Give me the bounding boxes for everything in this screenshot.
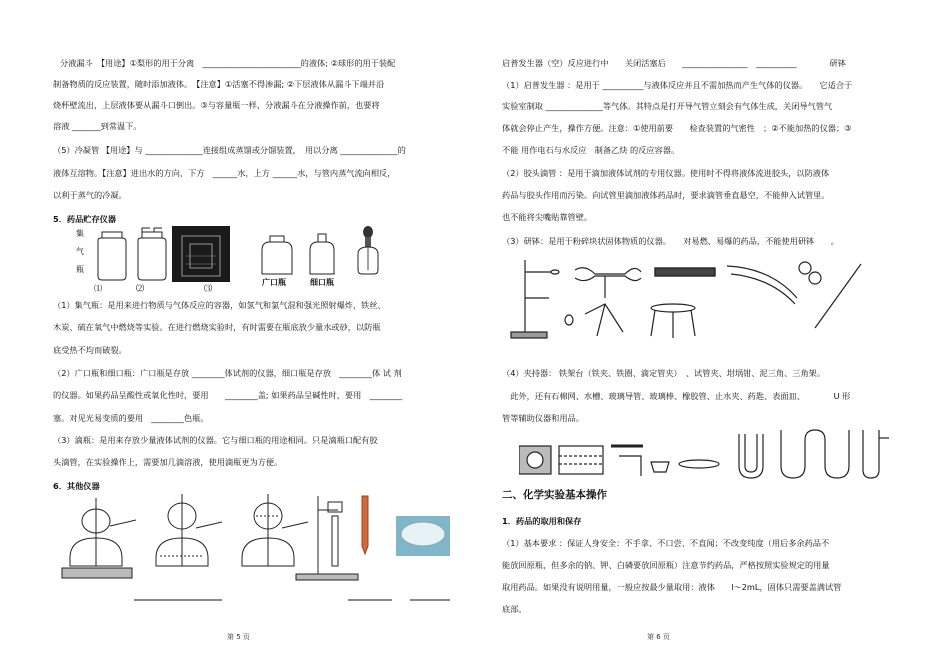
text-line: 烧杯壁流出，上层液体要从漏斗口倒出。③与容量瓶一样，分液漏斗在分液操作前，也要将 [53, 100, 380, 110]
svg-text:瓶: 瓶 [76, 265, 84, 274]
text-line: 分液漏斗 【用途】①梨形的用于分离 ________________________的液体; ②球形的用于装配 [60, 58, 396, 68]
text-line: 也不能将尖嘴贴靠管壁。 [502, 212, 593, 222]
text-line: 溶液 _______到常温下。 [53, 121, 142, 131]
jar-caption: ⑴ [94, 283, 103, 293]
text-line: 取用药品。如果没有说明用量，一般应按最少量取用：液体 l～2mL，固体只需要盖满试管 [502, 582, 842, 592]
text-line: 底受热不均而破裂。 [53, 345, 127, 355]
text-line: 头滴管，在实验操作上，需要加几滴溶液，使用滴瓶更为方便。 [53, 457, 283, 467]
text-line: 塞。对见光易变质的要用 ________色瓶。 [53, 413, 209, 423]
section-title: 5．药品贮存仪器 [53, 214, 117, 224]
text-line: 以利于蒸气的冷凝。 [53, 190, 127, 200]
text-line: （4）夹持器： 铁架台（铁夹、铁圈、滴定管夹） 、试管夹、坩埚钳、泥三角、三角架。 [502, 368, 826, 378]
page-number: 第 5 页 [227, 633, 250, 641]
text-line: 启普发生器（空）反应进行中 关闭活塞后 ________________ __________ 研钵 [502, 58, 846, 68]
text-line: 液体互溶物。【注意】进出水的方向，下方 ______水，上方 ______水，与管内蒸气流向相反， [53, 168, 396, 178]
text-line: （2）广口瓶和细口瓶：广口瓶是存放 ________体试剂的仪器，细口瓶是存放 ________体 试 剂 [53, 368, 402, 378]
text-line: 实验室制取 ______________等气体。其特点是打开导气管立刻会有气体生成，关闭导气管气 [502, 101, 833, 111]
kipp-generator-figure [56, 486, 456, 601]
text-line: 底部。 [502, 604, 527, 614]
storage-jars-figure [62, 226, 392, 296]
text-line: 不能 用作电石与水反应 制备乙炔 的反应容器。 [502, 145, 680, 155]
text-line: （1）集气瓶：是用来进行物质与气体反应的容器，如氢气和氯气混和强光照射爆炸，铁丝、 [53, 300, 386, 310]
text-line: （3）滴瓶：是用来存放少量液体试剂的仪器。它与细口瓶的用途相同。只是滴瓶口配有胶 [53, 435, 378, 445]
jar-caption: ⑵ [136, 283, 145, 293]
holders-figure [505, 254, 895, 344]
text-line: （3）研钵：是用于粉碎块状固体物质的仪器。 对易燃、易爆的药品，不能使用研钵 。 [502, 236, 839, 246]
text-line: 药品与胶头作用而污染。向试管里滴加液体药品时，要求滴管垂直悬空，不能伸入试管里。 [502, 190, 830, 200]
page-number: 第 6 页 [647, 633, 670, 641]
text-line: 体就会停止产生，操作方便。注意：①使用前要 检查装置的气密性 ；②不能加热的仪器；③ [502, 123, 852, 133]
text-line: （1）基本要求 ：保证人身安全：不手拿、不口尝、不直闻；不改变纯度（用后多余药品不 [502, 538, 830, 548]
bottle-label: 细口瓶 [310, 278, 334, 287]
bottle-label: 广口瓶 [262, 278, 286, 287]
text-line: 此外，还有石棉网、水槽、玻璃导管、玻璃棒、橡胶管、止水夹、药匙、表面皿、 U 形 [502, 391, 851, 401]
section-title: 1．药品的取用和保存 [502, 516, 582, 526]
jar-caption: ⑶ [204, 283, 213, 293]
text-line: 的仪器。如果药品呈酸性或氧化性时，要用 ________盖; 如果药品呈碱性时，要用 ________ [53, 390, 403, 400]
text-line: 木炭、硫在氧气中燃烧等实验。在进行燃烧实验时，有时需要在瓶底放少量水或砂，以防瓶 [53, 322, 381, 332]
section-heading: 二、化学实验基本操作 [502, 489, 607, 501]
text-line: （1）启普发生器 ：是用于 __________与液体反应并且不需加热而产生气体的仪器。 它适合于 [502, 80, 853, 90]
auxiliary-figure [519, 426, 899, 482]
text-line: （2）胶头滴管 ：是用于滴加液体试剂的专用仪器。使用时不得将液体流进胶头，以防液体 [502, 168, 830, 178]
svg-text:集: 集 [76, 229, 84, 238]
right-page [475, 0, 950, 672]
text-line: 能放回原瓶，但多余的钠、钾、白磷要放回原瓶）注意节约药品，严格按照实验规定的用量 [502, 560, 830, 570]
text-line: （5）冷凝管 【用途】与 ______________连接组成蒸馏或分馏装置， 用以分离 ______________的 [53, 145, 406, 155]
text-line: 制备物质的反应装置，随时添加液体。 【注意】①活塞不得渗漏; ②下层液体从漏斗下端并沿 [53, 79, 385, 89]
section-title: 6．其他仪器 [53, 481, 100, 491]
svg-text:气: 气 [76, 247, 84, 256]
text-line: 管等辅助仪器和用品。 [502, 413, 584, 423]
